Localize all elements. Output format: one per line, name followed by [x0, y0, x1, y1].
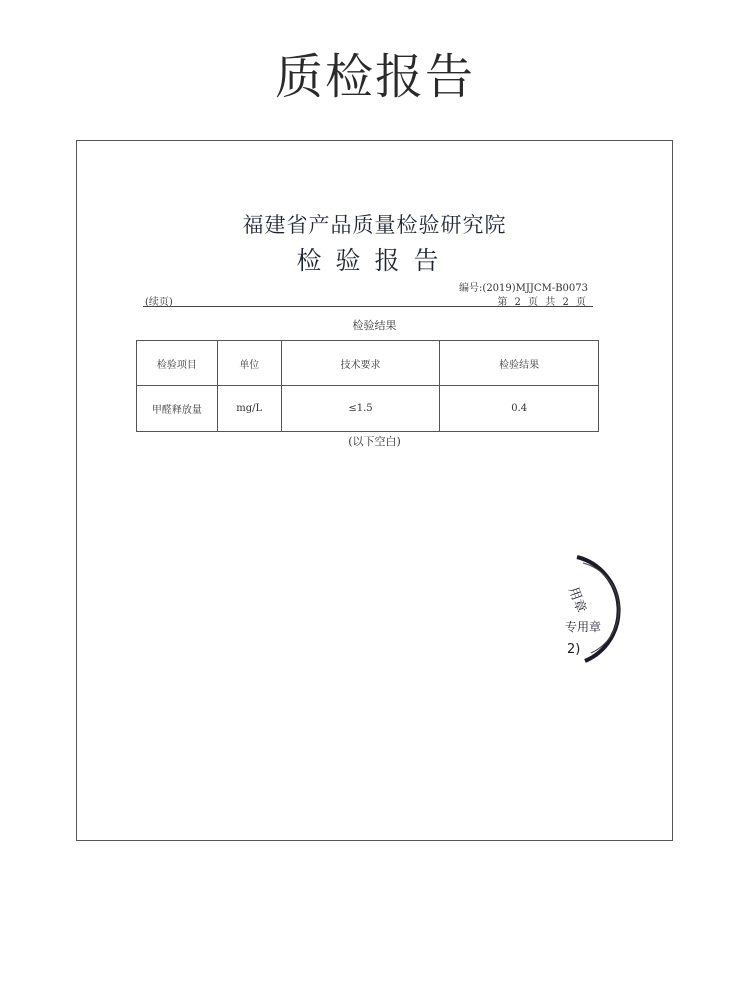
cell-item: 甲醛释放量 — [137, 386, 218, 432]
table-header-row — [137, 341, 599, 386]
header-rule — [143, 306, 593, 307]
cell-unit: mg/L — [217, 386, 281, 432]
report-number: 编号:(2019)MJJCM-B0073 — [459, 283, 588, 294]
blank-note: (以下空白) — [348, 435, 401, 448]
header-cell-unit: 单位 — [217, 341, 281, 386]
page-heading: 质检报告 — [274, 49, 475, 105]
results-table — [136, 340, 599, 432]
section-title: 检验结果 — [352, 319, 397, 332]
continued-label: (续页) — [145, 297, 173, 308]
header-cell-result: 检验结果 — [440, 341, 599, 386]
official-seal-stamp — [547, 549, 637, 669]
institute-name: 福建省产品质量检验研究院 — [242, 213, 507, 237]
page-count: 第 2 页 共 2 页 — [497, 297, 586, 308]
table-row — [137, 386, 599, 432]
cell-requirement: ≤1.5 — [281, 386, 440, 432]
report-title: 检验报告 — [296, 246, 453, 275]
report-document — [76, 140, 673, 841]
svg-text:2): 2) — [567, 642, 581, 657]
svg-text:专用章: 专用章 — [565, 620, 602, 634]
header-cell-requirement: 技术要求 — [281, 341, 440, 386]
header-cell-item: 检验项目 — [137, 341, 218, 386]
cell-result: 0.4 — [440, 386, 599, 432]
svg-text:用章: 用章 — [565, 585, 589, 615]
